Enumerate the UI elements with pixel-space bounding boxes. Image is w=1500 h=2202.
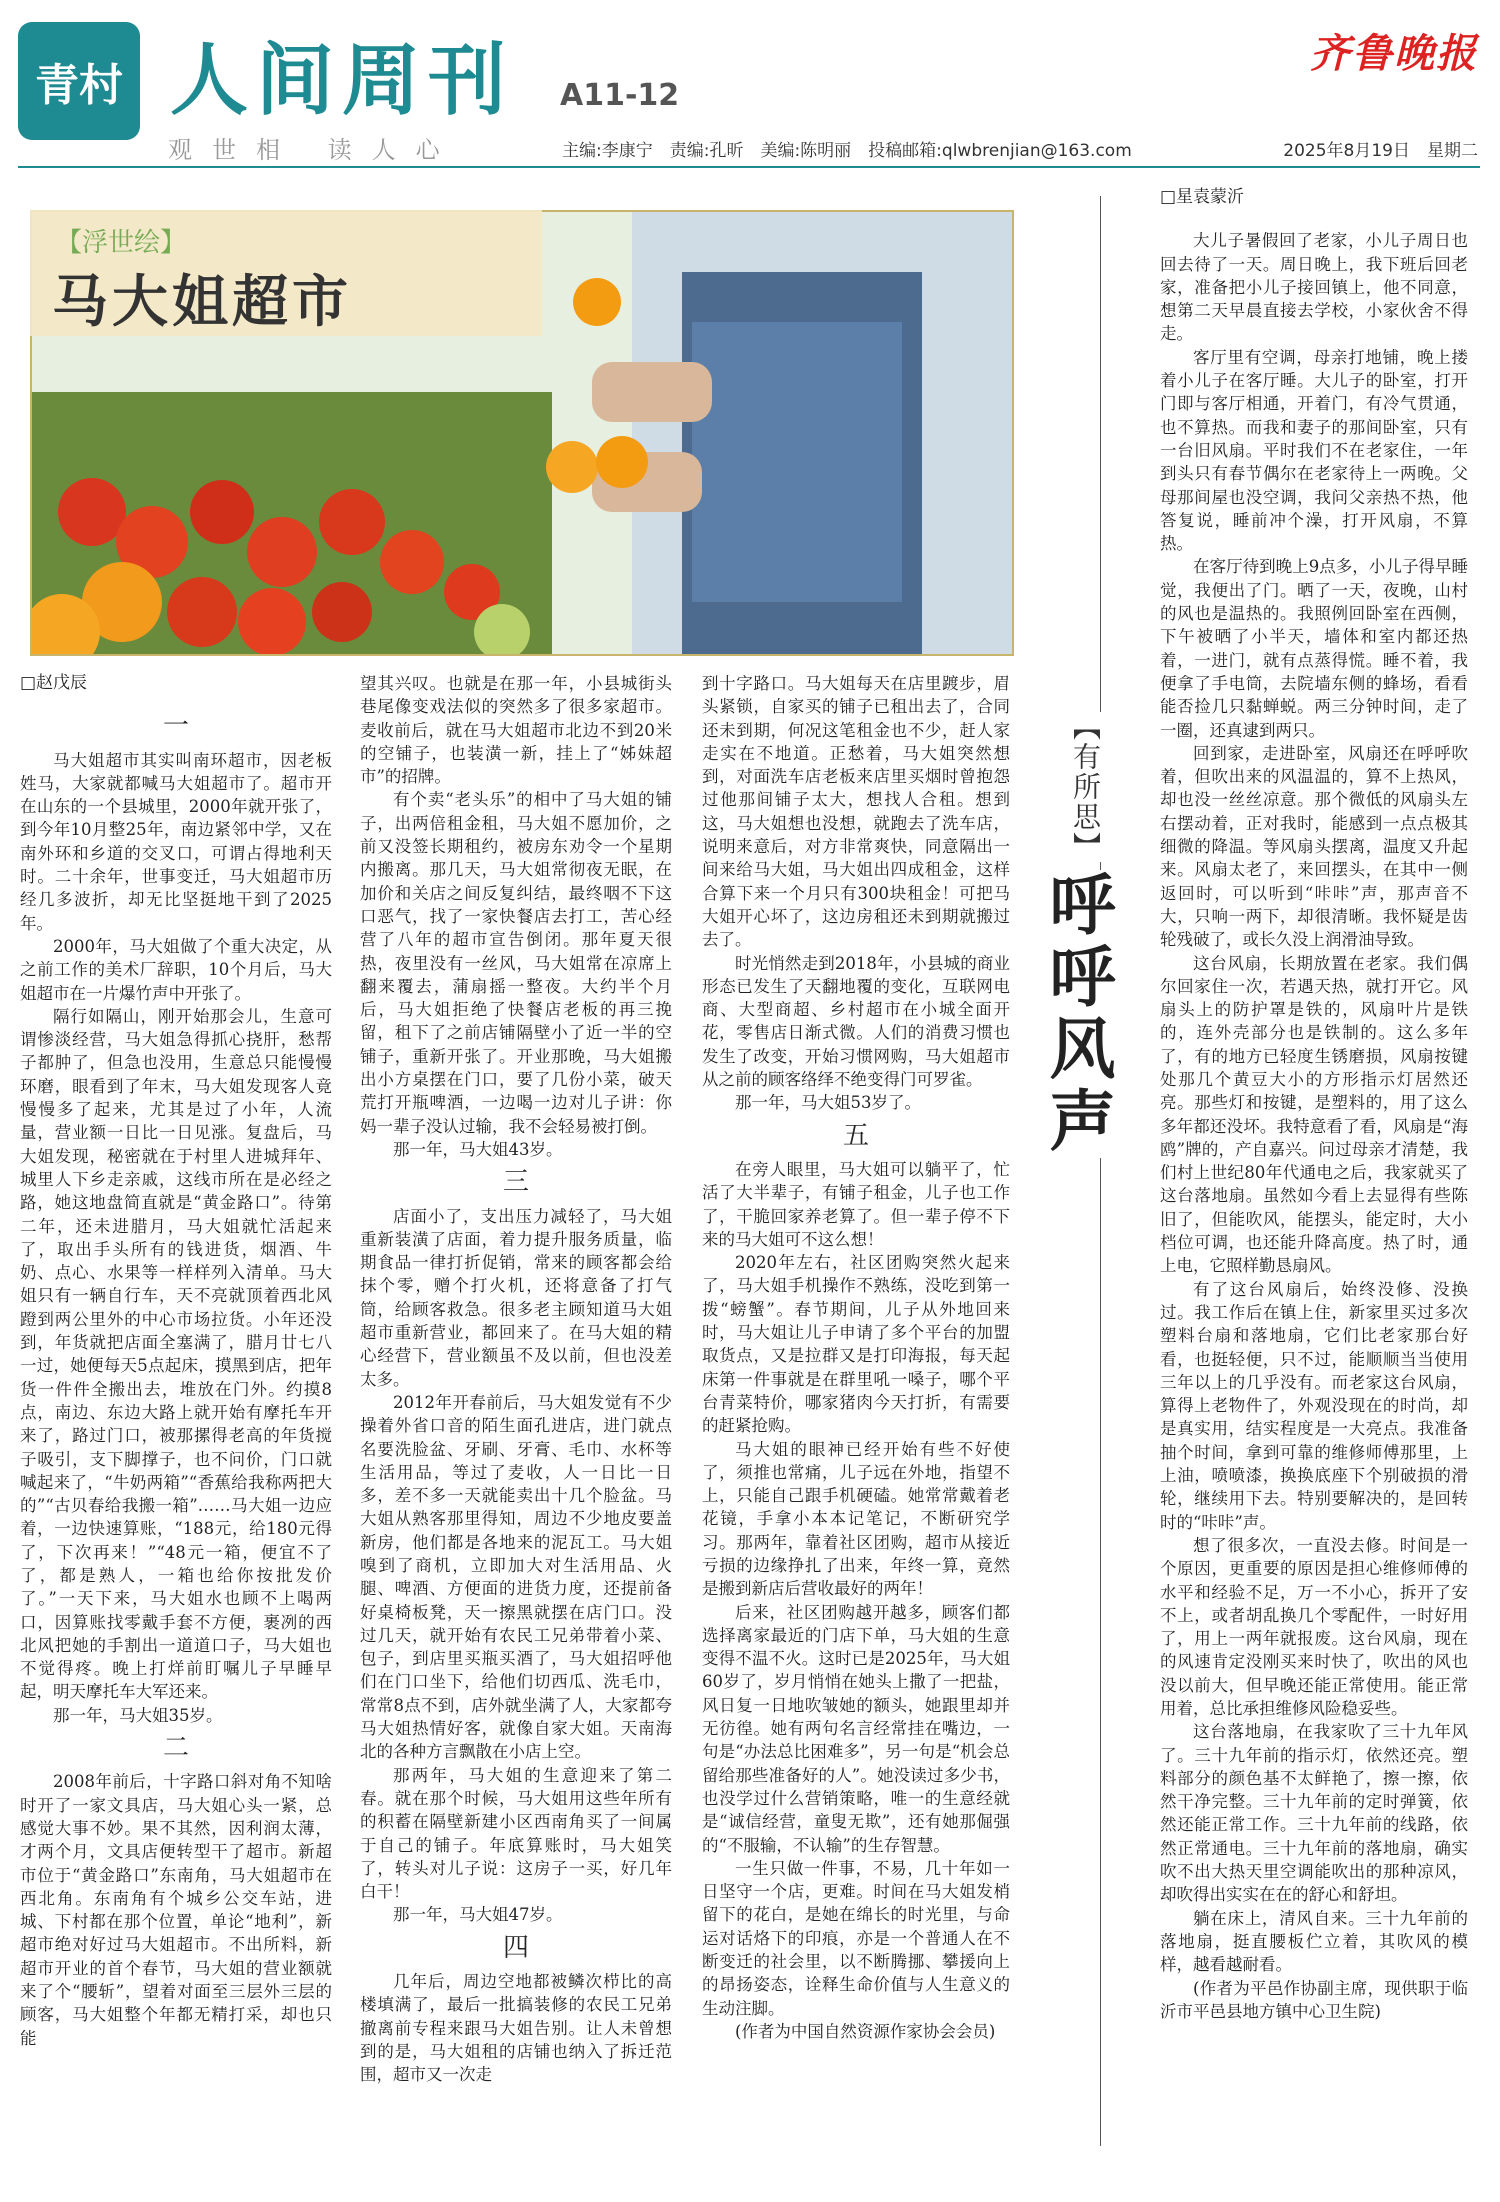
article1-column-1 <box>20 672 332 2050</box>
paragraph: 在客厅待到晚上9点多，小儿子得早睡觉，我便出了门。晒了一天，夜晚，山村的风也是温热的。我照例回卧室在西侧，下午被晒了小半天，墙体和室内都还热着，一进门，就有点蒸得慌。睡不着，我便拿了手电筒，去院墙东侧的蜂场，看看能否捡几只黏蝉蜕。两三分钟时间，走了一圈，还真逮到两只。 <box>1160 557 1468 740</box>
article1-column-3 <box>702 672 1010 2043</box>
column-slogan: 观世相 读人心 <box>168 136 460 164</box>
paragraph: 躺在床上，清风自来。三十九年前的落地扇，挺直腰板伫立着，其吹风的模样，越看越耐看。 <box>1160 1908 1468 1975</box>
section-heading: 二 <box>162 1733 189 1764</box>
paragraph: 2000年，马大姐做了个重大决定，从之前工作的美术厂辞职，10个月后，马大姐超市在一片爆竹声中开张了。 <box>20 936 332 1003</box>
paragraph: 一生只做一件事，不易，几十年如一日坚守一个店，更难。时间在马大姐发梢留下的花白，是她在绵长的时光里，与命运对话烙下的印痕，亦是一个普通人在不断变迁的社会里，以不断腾挪、攀援向上的昂扬姿态，诠释生命价值与人生意义的生动注脚。 <box>702 1858 1010 2018</box>
paragraph: 时光悄然走到2018年，小县城的商业形态已发生了天翻地覆的变化，互联网电商、大型商超、乡村超市在小城全面开花，零售店日渐式微。人们的消费习惯也发生了改变，开始习惯网购，马大姐超市从之前的顾客络绎不绝变得门可罗雀。 <box>702 953 1010 1090</box>
paragraph: 2020年左右，社区团购突然火起来了，马大姐手机操作不熟练，没吃到第一拨“螃蟹”。春节期间，儿子从外地回来时，马大姐让儿子申请了多个平台的加盟取货点，又是拉群又是打印海报，每天起床第一件事就是在群里吼一嗓子，哪个平台青菜特价，哪家猪肉今天打折，有需要的赶紧抢购。 <box>702 1253 1010 1436</box>
paragraph: 隔行如隔山，刚开始那会儿，生意可谓惨淡经营，马大姐急得抓心挠肝，愁帮子都肿了，但急也没用，生意总只能慢慢环磨，眼看到了年末，马大姐发现客人竟慢慢多了起来，尤其是过了小年，人流量，营业额一日比一日见涨。复盘后，马大姐发现，秘密就在于村里人进城拜年、城里人下乡走亲戚，这线市所在是必经之路，她这地盘简直就是“黄金路口”。待第二年，还未进腊月，马大姐就忙活起来了，取出手头所有的钱进货，烟酒、牛奶、点心、水果等一样样列入清单。马大姐只有一辆自行车，天不亮就顶着西北风蹬到两公里外的中心市场拉货。小年还没到，年货就把店面全塞满了，腊月廿七八一过，她便每天5点起床，摸黑到店，把年货一件件全搬出去，堆放在门外。约摸8点，南边、东边大路上就开始有摩托车开来了，路过门口，被那摞得老高的年货搅子吸引，支下脚撑子，也不问价，门口就喊起来了，“牛奶两箱”“香蕉给我称两把大的”“古贝春给我搬一箱”……马大姐一边应着，一边快速算账，“188元，给180元得了，下次再来！”“48元一箱，便宜不了了，都是熟人，一箱也给你按批发价了。”一天下来，马大姐水也顾不上喝两口，因算账找零戴手套不方便，裹冽的西北风把她的手割出一道道口子，马大姐也不觉得疼。晚上打烊前盯嘱儿子早睡早起，明天摩托车大军还来。 <box>20 1006 332 1702</box>
newspaper-brand: 齐鲁晚报 <box>1310 30 1478 77</box>
paragraph: 马大姐的眼神已经开始有些不好使了，须推也常痛，儿子远在外地，指望不上，只能自己跟手机硬磕。她常常戴着老花镜，手拿小本本记笔记，不断研究学习。那两年，靠着社区团购，超市从接近亏损的边缘挣扎了出来，年终一算，竟然是搬到新店后营收最好的两年！ <box>702 1439 1010 1599</box>
logo-text: 青村 <box>35 60 123 111</box>
hero-title: 马大姐超市 <box>52 269 352 335</box>
byline: □星袁蒙沂 <box>1160 187 1245 207</box>
dateline: 2025年8月19日 星期二 <box>1283 141 1478 161</box>
paragraph: 店面小了，支出压力减轻了，马大姐重新装潢了店面，着力提升服务质量，临期食品一律打折促销，常来的顾客都会给抹个零，赠个打火机，还将意备了打气筒，给顾客救急。很多老主顾知道马大姐超市重新营业，都回来了。在马大姐的精心经营下，营业额虽不及以前，但也没差太多。 <box>360 1206 672 1389</box>
article2-column <box>1160 186 1468 2023</box>
byline: □赵戊辰 <box>20 673 88 693</box>
paragraph: 那一年，马大姐53岁了。 <box>735 1093 921 1113</box>
paragraph: 想了很多次，一直没去修。时间是一个原因，更重要的原因是担心维修师傅的水平和经验不足，万一不小心，拆开了安不上，或者胡乱换几个零配件，一时好用了，用上一两年就报废。这台风扇，现在的风速肯定没刚买来时快了，吹出的风也没以前大，但早晚还能正常使用。能正常用着，总比承担维修风险稳妥些。 <box>1160 1535 1468 1718</box>
paragraph: 回到家，走进卧室，风扇还在呼呼吹着，但吹出来的风温温的，算不上热风，却也没一丝丝凉意。那个微低的风扇头左右摆动着，正对我时，能感到一点点极其细微的降温。等风扇头摆离，温度又升起来。风扇太老了，来回摆头，在其中一侧返回时，可以听到“咔咔”声，那声音不大，只响一两下，却很清晰。我怀疑是齿轮残破了，或长久没上润滑油导致。 <box>1160 743 1468 950</box>
author-note: (作者为中国自然资源作家协会会员) <box>735 2021 996 2041</box>
paragraph: 那一年，马大姐35岁。 <box>53 1705 223 1725</box>
article1-column-2 <box>360 672 672 2087</box>
header-rule <box>18 166 1480 168</box>
section-heading: 三 <box>502 1167 529 1198</box>
paragraph: 在旁人眼里，马大姐可以躺平了，忙活了大半辈子，有铺子租金，儿子也工作了，干脆回家养老算了。但一辈子停不下来的马大姐可不这么想！ <box>702 1159 1010 1249</box>
paragraph: 2012年开春前后，马大姐发觉有不少操着外省口音的陌生面孔进店，进门就点名要洗脸盆、牙刷、牙膏、毛巾、水杯等生活用品，等过了麦收，人一日比一日多，差不多一天就能卖出十几个脸盆。马大姐从熟客那里得知，周边不少地皮要盖新房，他们都是各地来的泥瓦工。马大姐嗅到了商机，立即加大对生活用品、火腿、啤酒、方便面的进货力度，还提前备好桌椅板凳，天一擦黑就摆在店门口。没过几天，就开始有农民工兄弟带着小菜、包子，到店里买瓶买酒了，马大姐招呼他们在门口坐下，给他们切西瓜、洗毛巾，常常8点不到，店外就坐满了人，大家都夸马大姐热情好客，就像自家大姐。天南海北的各种方言飘散在小店上空。 <box>360 1392 672 1762</box>
paragraph: 那两年，马大姐的生意迎来了第二春。就在那个时候，马大姐用这些年所有的积蓄在隔壁新建小区西南角买了一间属于自己的铺子。年底算账时，马大姐笑了，转头对儿子说：这房子一买，好几年白干！ <box>360 1765 672 1902</box>
paragraph: 这台风扇，长期放置在老家。我们偶尔回家住一次，若遇天热，就打开它。风扇头上的防护罩是铁的，风扇叶片是铁的，连外壳部分也是铁制的。这么多年了，有的地方已轻度生锈磨损，风扇按键处那几个黄豆大小的方形指示灯居然还亮。那些灯和按键，是塑料的，用了这么多年都还没坏。我特意看了看，风扇是“海鸥”牌的，产自嘉兴。问过母亲才清楚，我们村上世纪80年代通电之后，我家就买了这台落地扇。虽然如今看上去显得有些陈旧了，但能吹风，能摆头，能定时，大小档位可调，也还能升降高度。热了时，通上电，它照样勤恳扇风。 <box>1160 953 1468 1276</box>
paragraph: 那一年，马大姐43岁。 <box>393 1139 563 1159</box>
paragraph: 马大姐超市其实叫南环超市，因老板姓马，大家就都喊马大姐超市了。超市开在山东的一个县城里，2000年就开张了，到今年10月整25年，南边紧邻中学，又在南外环和乡道的交叉口，可谓占得地利天时。二十余年，世事变迁，马大姐超市历经几多波折，却无比坚挺地干到了2025年。 <box>20 750 332 933</box>
paragraph: 大儿子暑假回了老家，小儿子周日也回去待了一天。周日晚上，我下班后回老家，准备把小儿子接回镇上，他不同意，想第二天早晨直接去学校，小家伙舍不得走。 <box>1160 231 1468 344</box>
paragraph: 客厅里有空调，母亲打地铺，晚上搂着小儿子在客厅睡。大儿子的卧室，打开门即与客厅相通，开着门，有冷气贯通，也不算热。而我和妻子的那间卧室，只有一台旧风扇。平时我们不在老家住，一年到头只有春节偶尔在老家待上一两晚。父母那间屋也没空调，我问父亲热不热，他答复说，睡前冲个澡，打开风扇，不算热。 <box>1160 347 1468 554</box>
column-logo <box>18 22 140 140</box>
page-number: A11-12 <box>560 78 680 113</box>
section-heading: 一 <box>162 711 189 742</box>
section-heading: 四 <box>502 1932 529 1963</box>
paragraph: 有了这台风扇后，始终没修、没换过。我工作后在镇上住，新家里买过多次塑料台扇和落地扇，它们比老家那台好看，也挺轻便，只不过，能顺顺当当使用三年以上的几乎没有。而老家这台风扇，算得上老物件了，外观没现在的时尚，却是真实用，结实程度是一大亮点。我准备抽个时间，拿到可靠的维修师傅那里，上上油，喷喷漆，换换底座下个别破损的滑轮，继续用下去。特别要解决的，是回转时的“咔咔”声。 <box>1160 1279 1468 1532</box>
paragraph: 望其兴叹。也就是在那一年，小县城街头巷尾像变戏法似的突然多了很多家超市。麦收前后，就在马大姐超市北边不到20米的空铺子，也装潢一新，挂上了“姊妹超市”的招牌。 <box>360 674 672 787</box>
paragraph: 这台落地扇，在我家吹了三十九年风了。三十九年前的指示灯，依然还亮。塑料部分的颜色基不太鲜艳了，擦一擦，依然干净完整。三十九年前的定时弹簧，依然还能正常工作。三十九年前的线路，依然正常通电。三十九年前的落地扇，确实吹不出大热天里空调能吹出的那种凉风，却吹得出实实在在的舒心和舒坦。 <box>1160 1722 1468 1905</box>
section-heading: 五 <box>842 1120 869 1151</box>
paragraph: 2008年前后，十字路口斜对角不知啥时开了一家文具店，马大姐心头一紧，总感觉大事不妙。果不其然，因利润太薄，才两个月，文具店便转型干了超市。新超市位于“黄金路口”东南角，马大姐超市在西北角。东南角有个城乡公交车站，进城、下村都在那个位置，单论“地利”，新超市绝对好过马大姐超市。不出所料，新超市开业的首个春节，马大姐的营业额就来了个“腰斩”，望着对面至三层外三层的顾客，马大姐整个年都无精打采，却也只能 <box>20 1772 332 2048</box>
page-title: 人间周刊 <box>170 35 515 126</box>
paragraph: 到十字路口。马大姐每天在店里踱步，眉头紧锁，自家买的铺子已租出去了，合同还未到期，何况这笔租金也不少，赶人家走实在不地道。正愁着，马大姐突然想到，对面洗车店老板来店里买烟时曾抱怨过他那间铺子太大，想找人合租。想到这，马大姐想也没想，就跑去了洗车店，说明来意后，对方非常爽快，同意隔出一间来给马大姐，马大姐出四成租金，这样合算下来一个月只有300块租金！可把马大姐开心坏了，这边房租还未到期就搬过去了。 <box>702 674 1010 950</box>
sidebar-tag: 【有所思】 <box>1075 712 1105 862</box>
paragraph: 有个卖“老头乐”的相中了马大姐的铺子，出两倍租金租，马大姐不愿加价，之前又没签长期租约，被房东劝令一个星期内搬离。那几天，马大姐常彻夜无眠，在加价和关店之间反复纠结，最终咽不下这口恶气，找了一家快餐店去打工，苦心经营了八年的超市宣告倒闭。那年夏天很热，夜里没有一丝风，马大姐常在凉席上翻来覆去，蒲扇摇一整夜。大约半个月后，马大姐拒绝了快餐店老板的再三挽留，租下了之前店铺隔壁小了近一半的空铺子，重新开张了。开业那晚，马大姐搬出小方桌摆在门口，要了几份小菜，破天荒打开瓶啤酒，一边喝一边对儿子讲：你妈一辈子没认过输，我不会轻易被打倒。 <box>360 790 672 1136</box>
hero-tag: 【浮世绘】 <box>56 228 187 258</box>
paragraph: 几年后，周边空地都被鳞次栉比的高楼填满了，最后一批搞装修的农民工兄弟撤离前专程来跟马大姐告别。让人未曾想到的是，马大姐租的店铺也纳入了拆迁范围，超市又一次走 <box>360 1972 672 2085</box>
paragraph: 后来，社区团购越开越多，顾客们都选择离家最近的门店下单，马大姐的生意变得不温不火。这时已是2025年，马大姐60岁了，岁月悄悄在她头上撒了一把盐，风日复一日地吹皱她的额头，她跟里却并无彷徨。她有两句名言经常挂在嘴边，一句是“办法总比困难多”，另一句是“机会总留给那些准备好的人”。她没读过多少书，也没学过什么营销策略，唯一的生意经就是“诚信经营，童叟无欺”，还有她那倔强的“不服输，不认输”的生存智慧。 <box>702 1602 1010 1855</box>
sidebar-title: 呼呼风声 <box>1055 870 1125 1158</box>
author-note: (作者为平邑作协副主席，现供职于临沂市平邑县地方镇中心卫生院) <box>1160 1978 1468 2021</box>
column-divider <box>1100 196 1101 2146</box>
staff-line: 主编:李康宁 责编:孔昕 美编:陈明丽 投稿邮箱:qlwbrenjian@163.com <box>562 141 1132 161</box>
paragraph: 那一年，马大姐47岁。 <box>393 1905 563 1925</box>
